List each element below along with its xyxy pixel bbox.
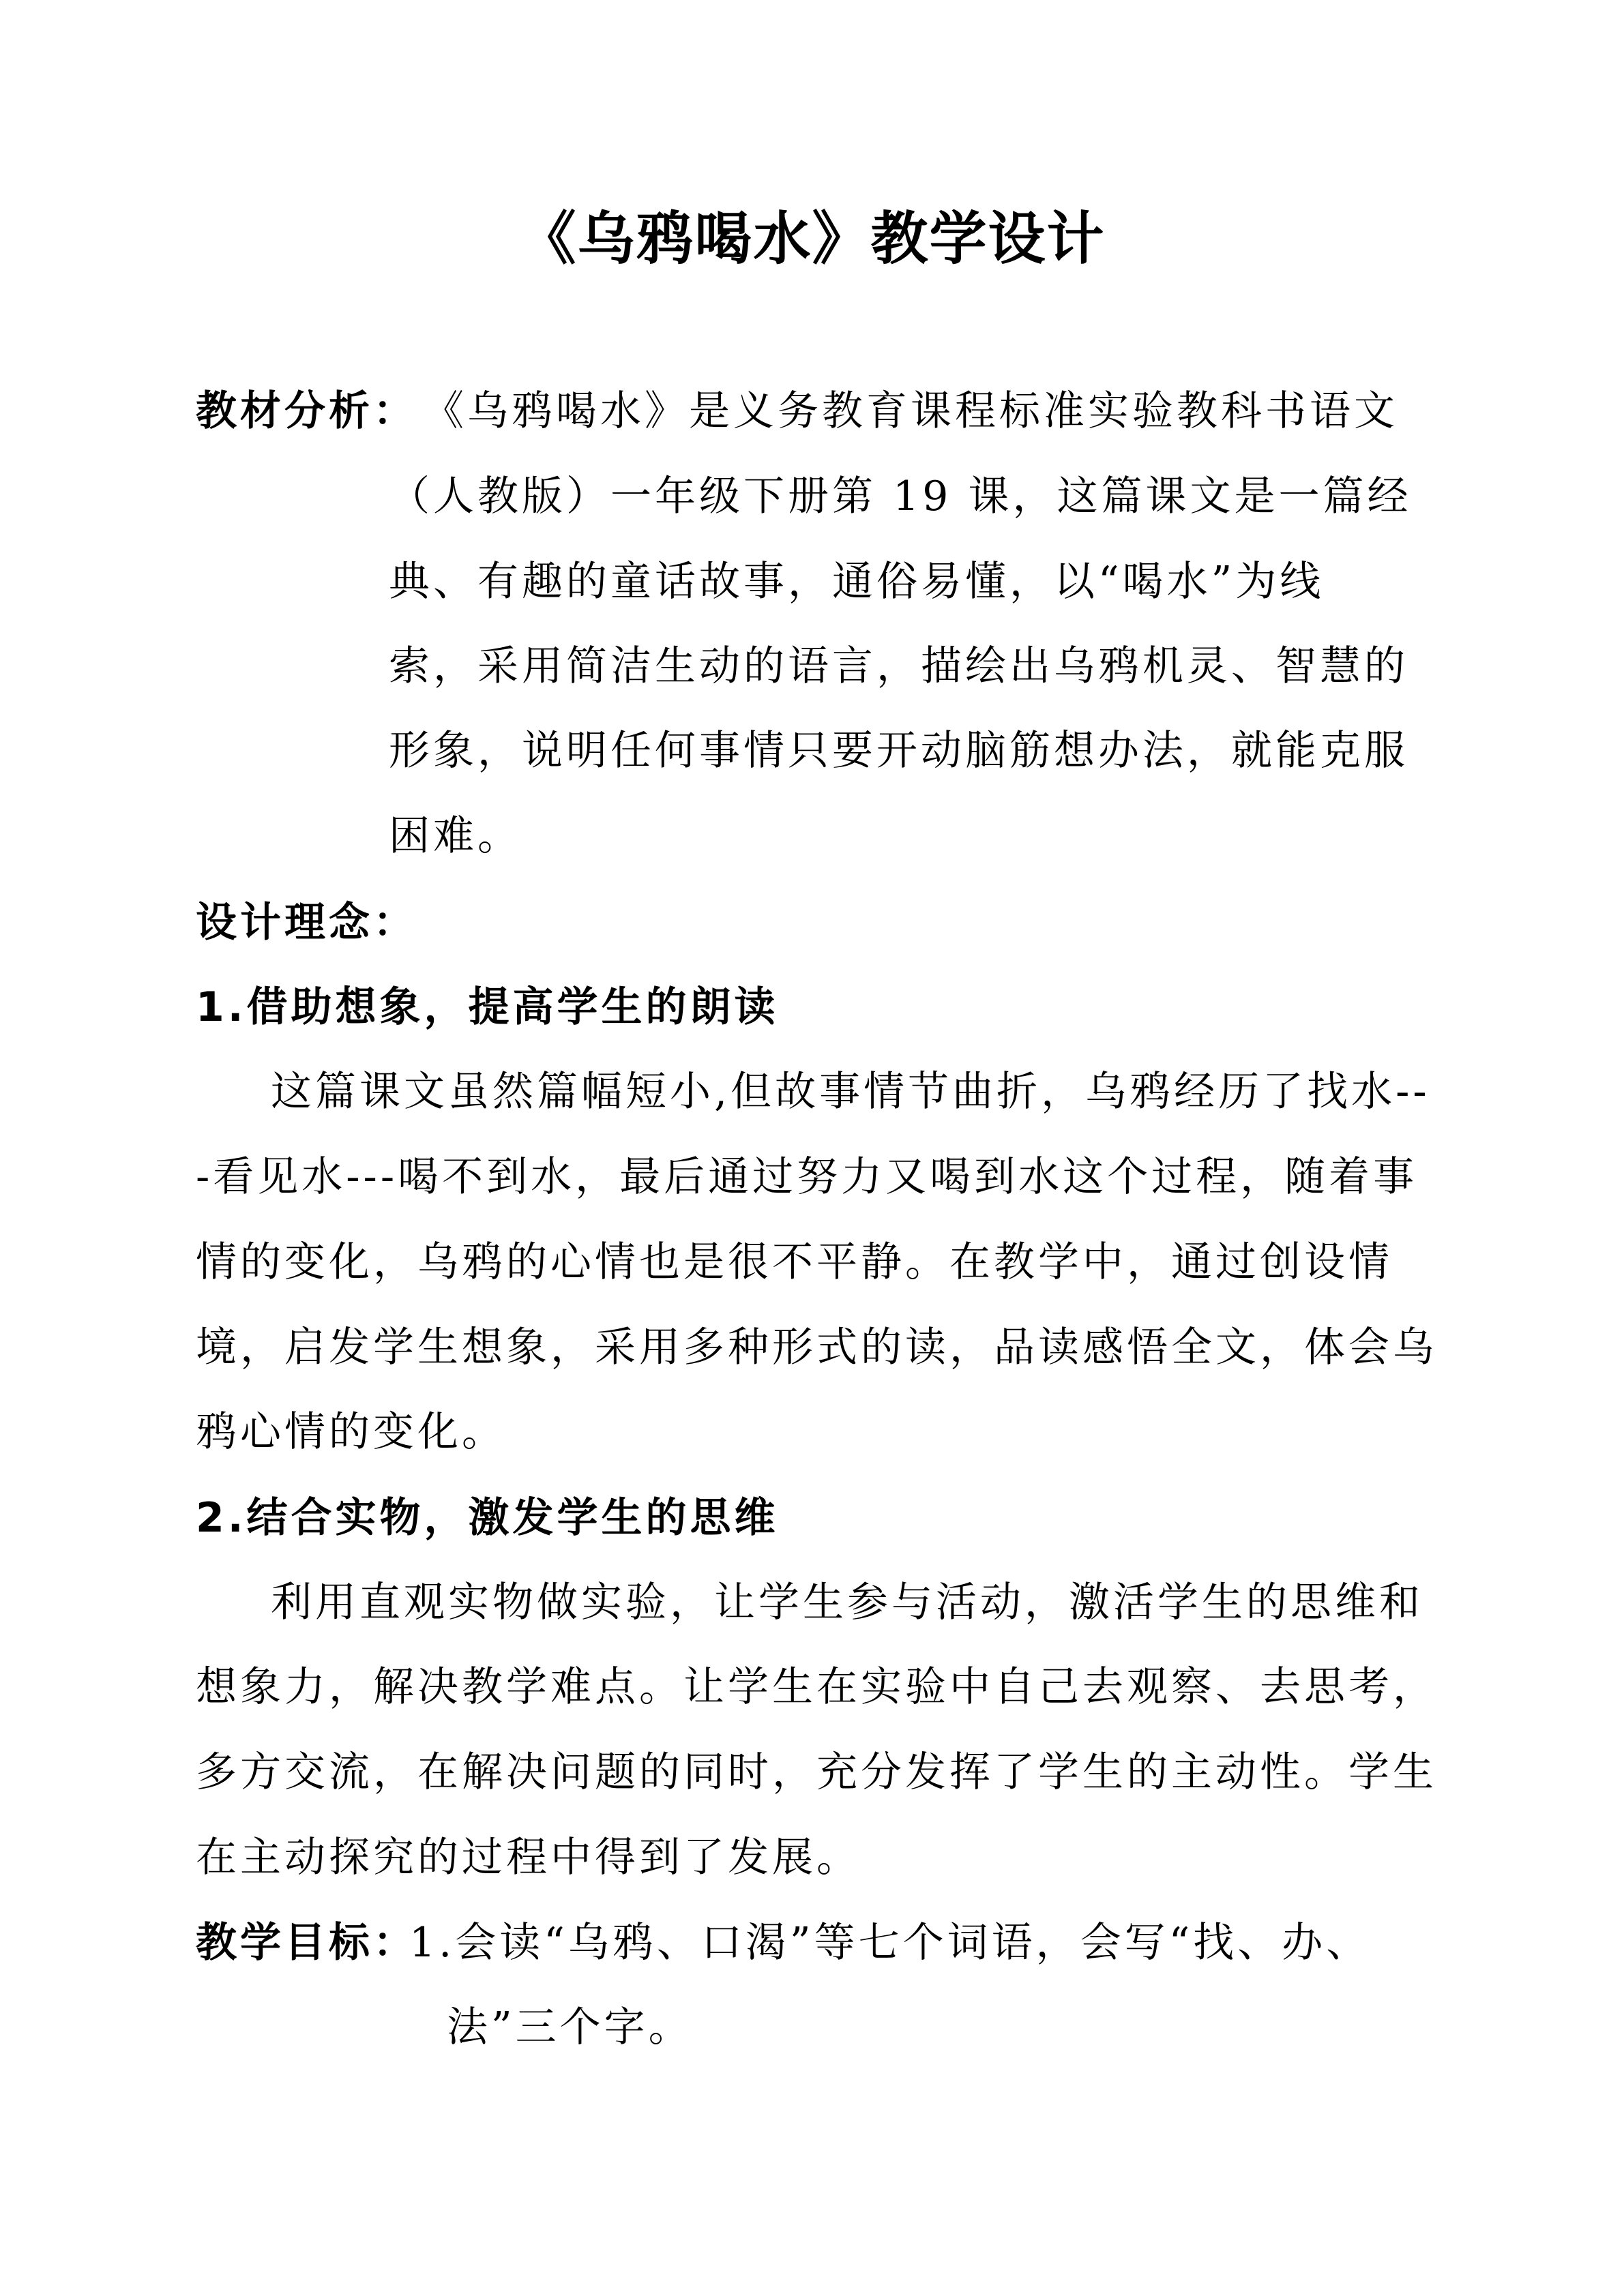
material-analysis-line-4: 索，采用简洁生动的语言，描绘出乌鸦机灵、智慧的	[389, 642, 1408, 690]
material-analysis-line-1: 《乌鸦喝水》是义务教育课程标准实验教科书语文	[423, 387, 1398, 435]
concept-point-1-line-4: 境，启发学生想象，采用多种形式的读，品读感悟全文，体会乌	[196, 1324, 1437, 1371]
material-analysis-line-2: （人教版）一年级下册第 19 课，这篇课文是一篇经	[389, 473, 1412, 520]
teaching-goals-label: 教学目标：	[196, 1919, 417, 1967]
concept-point-2-line-1: 利用直观实物做实验，让学生参与活动，激活学生的思维和	[271, 1579, 1423, 1626]
concept-point-1-heading: 1.借助想象，提高学生的朗读	[196, 983, 779, 1031]
material-analysis-label: 教材分析：	[196, 387, 417, 435]
material-analysis-line-5: 形象，说明任何事情只要开动脑筋想办法，就能克服	[389, 727, 1408, 775]
teaching-goal-line-2: 法”三个字。	[447, 2003, 693, 2051]
concept-point-1-line-5: 鸦心情的变化。	[196, 1408, 506, 1456]
material-analysis-line-6: 困难。	[389, 812, 522, 860]
concept-point-1-line-1: 这篇课文虽然篇幅短小,但故事情节曲折，乌鸦经历了找水--	[271, 1068, 1430, 1116]
concept-point-1-line-3: 情的变化，乌鸦的心情也是很不平静。在教学中，通过创设情	[196, 1238, 1393, 1286]
document-title: 《乌鸦喝水》教学设计	[518, 205, 1106, 272]
concept-point-2-line-3: 多方交流，在解决问题的同时，充分发挥了学生的主动性。学生	[196, 1748, 1437, 1796]
concept-point-2-line-2: 想象力，解决教学难点。让学生在实验中自己去观察、去思考，	[196, 1663, 1437, 1711]
concept-point-2-heading: 2.结合实物，激发学生的思维	[196, 1494, 779, 1542]
material-analysis-line-3: 典、有趣的童话故事，通俗易懂，以“喝水”为线	[389, 558, 1325, 606]
concept-point-1-line-2: -看见水---喝不到水，最后通过努力又喝到水这个过程，随着事	[196, 1153, 1418, 1201]
design-concept-label: 设计理念：	[196, 899, 417, 946]
teaching-goal-line-1: 1.会读“乌鸦、口渴”等七个词语，会写“找、办、	[409, 1919, 1371, 1967]
concept-point-2-line-4: 在主动探究的过程中得到了发展。	[196, 1834, 861, 1881]
